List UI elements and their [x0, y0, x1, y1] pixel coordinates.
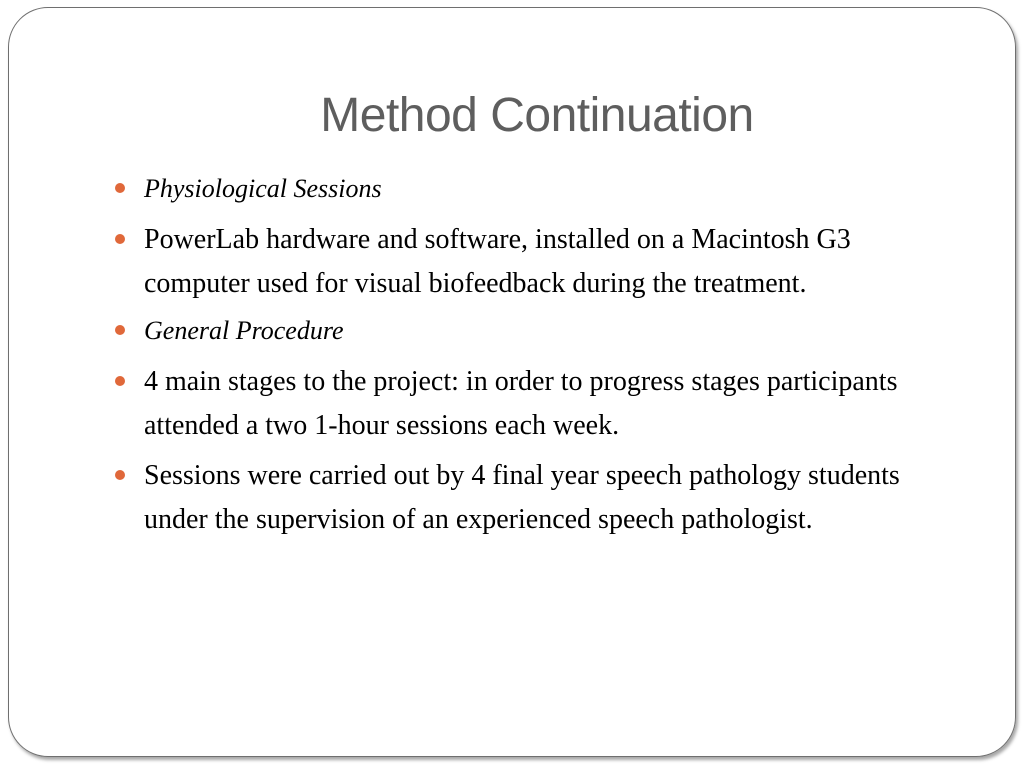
slide-title: Method Continuation — [320, 89, 754, 142]
bullet-item-general-procedure — [115, 312, 935, 350]
bullet-item-physiological-sessions — [115, 170, 935, 208]
bullet-dot-icon — [115, 325, 125, 335]
bullet-item-powerlab — [115, 218, 935, 306]
bullet-dot-icon — [115, 470, 125, 480]
bullet-text: General Procedure — [144, 316, 344, 345]
bullet-text: Sessions were carried out by 4 final year speech pathology students under the supervision of an experienced speech pathologist. — [144, 460, 900, 535]
bullet-text: 4 main stages to the project: in order to progress stages participants attended a two 1-hour sessions each week. — [144, 366, 898, 441]
bullet-item-sessions-carried-out — [115, 454, 935, 542]
bullet-list — [115, 170, 935, 548]
bullet-dot-icon — [115, 376, 125, 386]
bullet-text: Physiological Sessions — [144, 174, 382, 203]
bullet-dot-icon — [115, 183, 125, 193]
bullet-dot-icon — [115, 234, 125, 244]
bullet-item-main-stages — [115, 360, 935, 448]
bullet-text: PowerLab hardware and software, installed on a Macintosh G3 computer used for visual biofeedback during the treatment. — [144, 224, 851, 299]
